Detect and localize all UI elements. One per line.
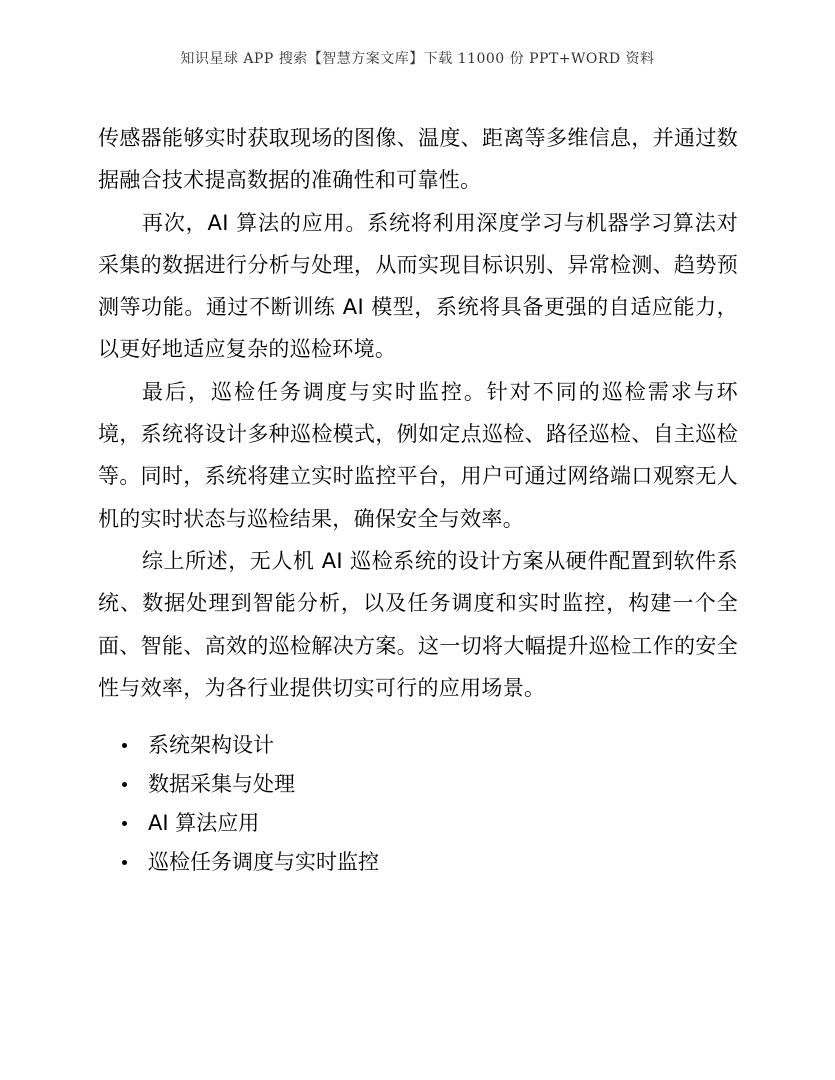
list-item: [98, 843, 738, 882]
bullet-dot-icon: [122, 860, 127, 865]
list-item: [98, 726, 738, 765]
document-body: [98, 117, 738, 882]
bullet-dot-icon: [122, 743, 127, 748]
paragraph-4: 综上所述，无人机 AI 巡检系统的设计方案从硬件配置到软件系统、数据处理到智能分析，以及任务调度和实时监控，构建一个全面、智能、高效的巡检解决方案。这一切将大幅提升巡检工作的安全性与效率，为各行业提供切实可行的应用场景。: [98, 548, 738, 700]
list-item-text: 巡检任务调度与实时监控: [148, 850, 379, 875]
paragraph-3: 最后，巡检任务调度与实时监控。针对不同的巡检需求与环境，系统将设计多种巡检模式，例如定点巡检、路径巡检、自主巡检等。同时，系统将建立实时监控平台，用户可通过网络端口观察无人机的实时状态与巡检结果，确保安全与效率。: [98, 379, 738, 531]
bullet-list: [98, 726, 738, 882]
list-item-text: 数据采集与处理: [148, 772, 295, 797]
bullet-dot-icon: [122, 782, 127, 787]
list-item-text: 系统架构设计: [148, 733, 274, 758]
paragraph-1: 传感器能够实时获取现场的图像、温度、距离等多维信息，并通过数据融合技术提高数据的准确性和可靠性。: [98, 126, 738, 193]
list-item-text: AI 算法应用: [148, 811, 260, 836]
list-item: [98, 804, 738, 843]
bullet-dot-icon: [122, 821, 127, 826]
paragraph-2: 再次，AI 算法的应用。系统将利用深度学习与机器学习算法对采集的数据进行分析与处理，从而实现目标识别、异常检测、趋势预测等功能。通过不断训练 AI 模型，系统将具备更强的自适应能力，以更好地适应复杂的巡检环境。: [98, 210, 738, 362]
list-item: [98, 765, 738, 804]
page-header: 知识星球 APP 搜索【智慧方案文库】下载 11000 份 PPT+WORD 资料: [180, 51, 655, 67]
